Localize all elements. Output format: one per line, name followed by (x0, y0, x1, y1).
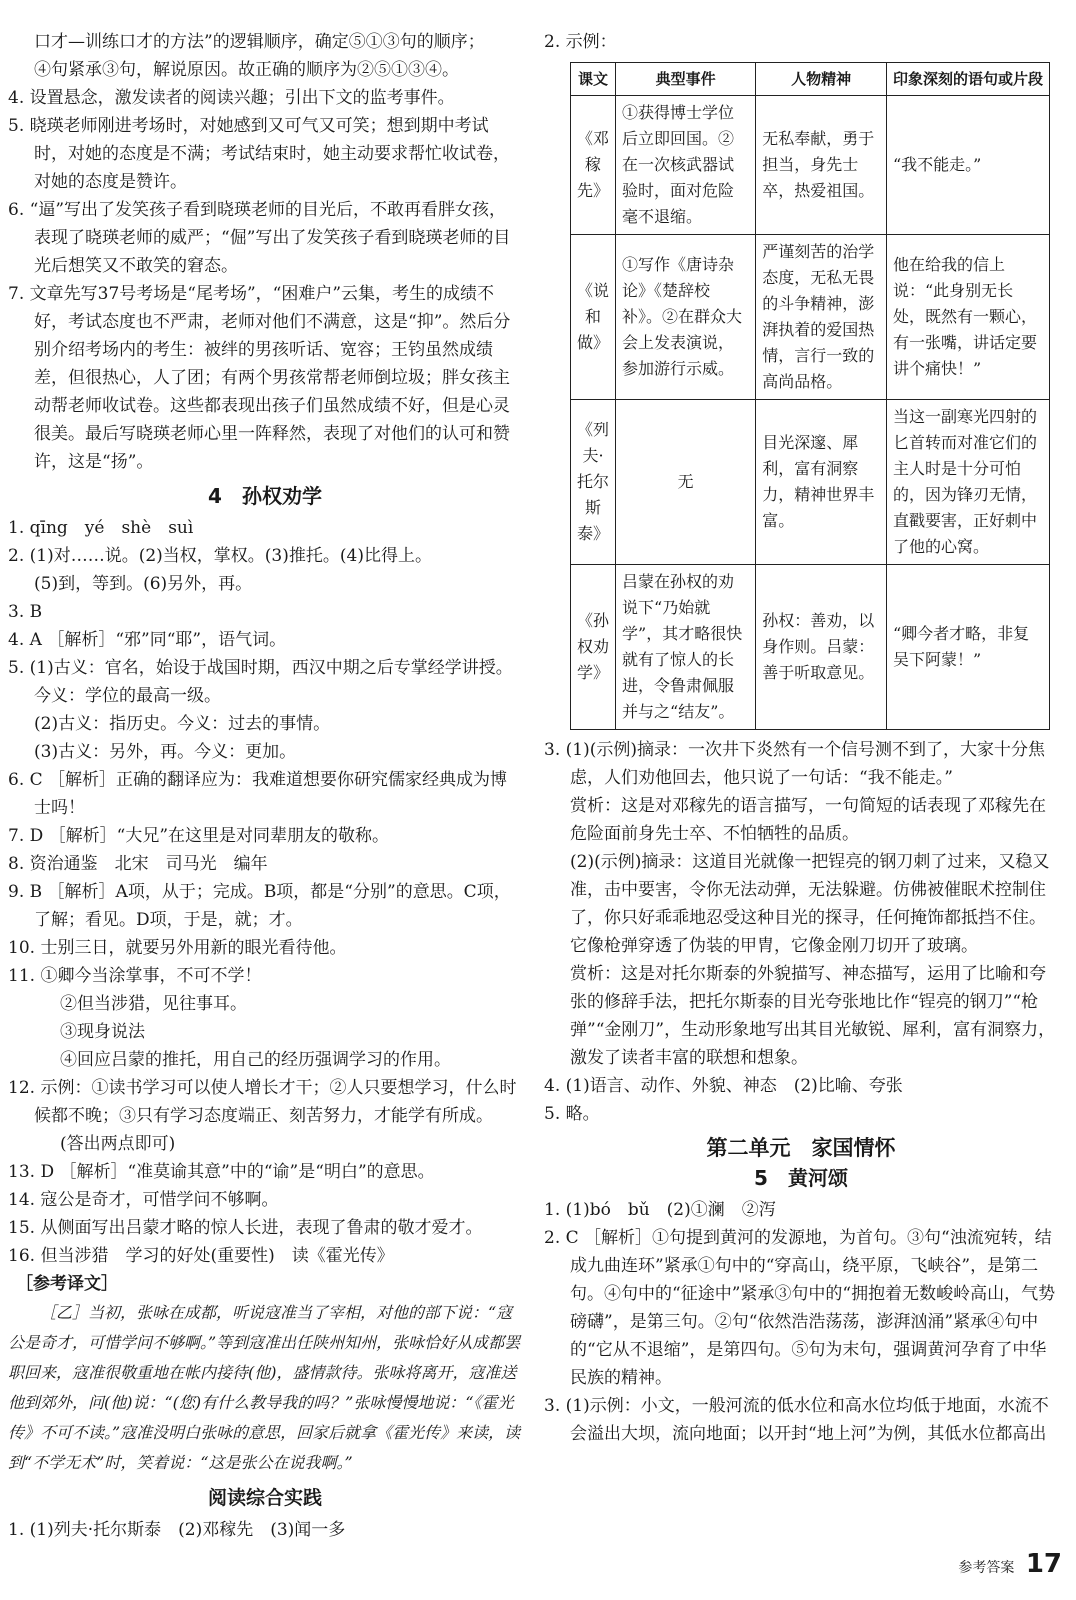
table-row (571, 565, 1050, 730)
footer-label: 参考答案 (958, 1560, 1015, 1576)
table-header-row (571, 63, 1050, 96)
table-header: 典型事件 (616, 63, 756, 96)
table-cell: 无私奉献，勇于担当，身先士卒，热爱祖国。 (756, 96, 887, 235)
right-column (544, 28, 1058, 1448)
table-row (571, 235, 1050, 400)
answer-item: 10. 士别三日，就要另外用新的眼光看待他。 (8, 938, 347, 958)
table-cell: 严谨刻苦的治学态度，无私无畏的斗争精神，澎湃执着的爱国热情，言行一致的高尚品格。 (756, 235, 887, 400)
answer-item: 1. (1)列夫·托尔斯泰 (2)邓稼先 (3)闻一多 (8, 1520, 346, 1540)
answer-item: 1. qīng yé shè suì (8, 518, 194, 538)
section-title: 5 黄河颂 (754, 1166, 848, 1190)
answer-item: 2. (1)对……说。(2)当权，掌权。(3)推托。(4)比得上。 (8, 546, 432, 566)
answer-subline: 赏析：这是对托尔斯泰的外貌描写、神态描写，运用了比喻和夸张的修辞手法，把托尔斯泰的目光夸张地比作“锃亮的钢刀”“枪弹”“金刚刀”，生动形象地写出其目光敏锐、犀利，富有洞察力，激发了读者丰富的联想和想象。 (570, 964, 1056, 1068)
table-cell: 他在给我的信上说：“此身别无长处，既然有一颗心，有一张嘴，讲话定要讲个痛快！” (887, 235, 1050, 400)
section-title: 4 孙权劝学 (208, 484, 322, 508)
page-footer (958, 1550, 1062, 1582)
answer-item: 3. (1)(示例)摘录：一次井下炎然有一个信号测不到了，大家十分焦虑，人们劝他回去，他只说了一句话：“我不能走。” (544, 740, 1045, 788)
answer-item: 15. 从侧面写出吕蒙才略的惊人长进，表现了鲁肃的敬才爱才。 (8, 1218, 483, 1238)
left-column (8, 28, 522, 1544)
table-cell: ①获得博士学位后立即回国。②在一次核武器试验时，面对危险毫不退缩。 (616, 96, 756, 235)
answer-item: 7. 文章先写37号考场是“尾考场”，“困难户”云集，考生的成绩不好，考试态度也不严肃，老师对他们不满意，这是“抑”。然后分别介绍考场内的考生：被绊的男孩听话、宽容；王钧虽然成绩差，但很热心，人了团；有两个男孩常帮老师倒垃圾；胖女孩主动帮老师收试卷。这些都表现出孩子们虽然成绩不好，但是心灵很美。最后写晓瑛老师心里一阵释然，表现了对他们的认可和赞许，这是“扬”。 (8, 284, 511, 472)
table-header: 课文 (571, 63, 616, 96)
answer-item: 5. 晓瑛老师刚进考场时，对她感到又可气又可笑；想到期中考试时，对她的态度是不满；考试结束时，她主动要求帮忙收试卷，对她的态度是赞许。 (8, 116, 510, 192)
table-row (571, 400, 1050, 565)
answer-item: 13. D ［解析］“准莫谕其意”中的“谕”是“明白”的意思。 (8, 1162, 435, 1182)
page-number: 17 (1025, 1549, 1062, 1579)
answer-item: 7. D ［解析］“大兄”在这里是对同辈朋友的敬称。 (8, 826, 390, 846)
answer-item: 6. C ［解析］正确的翻译应为：我难道想要你研究儒家经典成为博士吗！ (8, 770, 508, 818)
example-table (570, 62, 1050, 730)
answer-item: 5. 略。 (544, 1104, 600, 1124)
answer-item: 4. A ［解析］“邪”同“耶”，语气词。 (8, 630, 287, 650)
table-cell: 《说和做》 (571, 235, 616, 400)
reference-translation: ［乙］当初，张咏在成都，听说寇准当了宰相，对他的部下说：“寇公是奇才，可惜学问不够啊。”等到寇准出任陕州知州，张咏恰好从成都罢职回来，寇准很敬重地在帐内接待(他)，盛情款待。张咏将离开，寇准送他到郊外，问(他)说：“(您)有什么教导我的吗？”张咏慢慢地说：“《霍光传》不可不读。”寇准没明白张咏的意思，回家后就拿《霍光传》来读，读到“不学无术”时，笑着说：“这是张公在说我啊。” (8, 1303, 521, 1472)
answer-item: 11. ①卿今当涂掌事，不可不学！ (8, 966, 262, 986)
answer-subline: (2)(示例)摘录：这道目光就像一把锃亮的钢刀刺了过来，又稳又准，击中要害，令你无法动弹，无法躲避。仿佛被催眠术控制住了，你只好乖乖地忍受这种目光的探寻，任何掩饰都抵挡不住。它像枪弹穿透了伪装的甲胄，它像金刚刀切开了玻璃。 (570, 852, 1050, 956)
unit-title: 第二单元 家国情怀 (706, 1136, 896, 1160)
reference-translation-title: ［参考译文］ (16, 1274, 118, 1294)
table-row (571, 96, 1050, 235)
text-line: ④句紧承③句，解说原因。故正确的顺序为②⑤①③④。 (34, 60, 459, 80)
answer-item: 9. B ［解析］A项，从于；完成。B项，都是“分别”的意思。C项，了解；看见。D项，于是，就；才。 (8, 882, 511, 930)
answer-item: 6. “逼”写出了发笑孩子看到晓瑛老师的目光后，不敢再看胖女孩，表现了晓瑛老师的威严；“倔”写出了发笑孩子看到晓瑛老师的目光后想笑又不敢笑的窘态。 (8, 200, 511, 276)
answer-item: 1. (1)bó bǔ (2)①澜 ②泻 (544, 1200, 776, 1220)
answer-subline: ②但当涉猎，见往事耳。 (60, 994, 247, 1014)
table-cell: 目光深邃、犀利，富有洞察力，精神世界丰富。 (756, 400, 887, 565)
table-cell: 《孙权劝学》 (571, 565, 616, 730)
answer-subline: (3)古义：另外，再。今义：更加。 (34, 742, 297, 762)
table-cell: “卿今者才略，非复吴下阿蒙！” (887, 565, 1050, 730)
answer-item: 12. 示例：①读书学习可以使人增长才干；②人只要想学习，什么时候都不晚；③只有学习态度端正、刻苦努力，才能学有所成。 (8, 1078, 517, 1126)
answer-subline: 赏析：这是对邓稼先的语言描写，一句简短的话表现了邓稼先在危险面前身先士卒、不怕牺牲的品质。 (570, 796, 1046, 844)
table-cell: 孙权：善劝，以身作则。吕蒙：善于听取意见。 (756, 565, 887, 730)
answer-item: 8. 资治通鉴 北宋 司马光 编年 (8, 854, 268, 874)
answer-item: 2. C ［解析］①句提到黄河的发源地，为首句。③句“浊流宛转，结成九曲连环”紧承①句中的“穿高山，绕平原，飞峡谷”，是第二句。④句中的“征途中”紧承③句中的“拥抱着无数峻岭高山，气势磅礴”，是第三句。②句“依然浩浩荡荡，澎湃汹涌”紧承④句中的“它从不退缩”，是第四句。⑤句为末句，强调黄河孕育了中华民族的精神。 (544, 1228, 1056, 1388)
answer-item: 16. 但当涉猎 学习的好处(重要性) 读《霍光传》 (8, 1246, 394, 1266)
answers-group-a (8, 84, 522, 476)
table-cell: 《邓稼先》 (571, 96, 616, 235)
answer-item: 3. B (8, 602, 43, 622)
table-cell: 无 (616, 400, 756, 565)
answer-subline: (5)到，等到。(6)另外，再。 (34, 574, 253, 594)
answer-item: 2. 示例： (544, 32, 617, 52)
answer-subline: ③现身说法 (60, 1022, 145, 1042)
table-cell: 吕蒙在孙权的劝说下“乃始就学”，其才略很快就有了惊人的长进，令鲁肃佩服并与之“结友”。 (616, 565, 756, 730)
answer-subline: (答出两点即可) (60, 1134, 176, 1154)
table-header: 人物精神 (756, 63, 887, 96)
answer-item: 5. (1)古义：官名，始设于战国时期，西汉中期之后专掌经学讲授。今义：学位的最高一级。 (8, 658, 513, 706)
table-header: 印象深刻的语句或片段 (887, 63, 1050, 96)
answer-item: 3. (1)示例：小文，一般河流的低水位和高水位均低于地面，水流不会溢出大坝，流向地面；以开封“地上河”为例，其低水位都高出 (544, 1396, 1049, 1444)
answer-subline: ④回应吕蒙的推托，用自己的经历强调学习的作用。 (60, 1050, 451, 1070)
table-cell: 《列夫·托尔斯泰》 (571, 400, 616, 565)
answer-subline: (2)古义：指历史。今义：过去的事情。 (34, 714, 331, 734)
text-line: 口才—训练口才的方法”的逻辑顺序，确定⑤①③句的顺序； (34, 32, 485, 52)
table-cell: 当这一副寒光四射的匕首转而对准它们的主人时是十分可怕的，因为锋刃无情，直戳要害，正好刺中了他的心窝。 (887, 400, 1050, 565)
table-cell: ①写作《唐诗杂论》《楚辞校补》。②在群众大会上发表演说，参加游行示威。 (616, 235, 756, 400)
answer-item: 4. (1)语言、动作、外貌、神态 (2)比喻、夸张 (544, 1076, 903, 1096)
answer-item: 4. 设置悬念，激发读者的阅读兴趣；引出下文的监考事件。 (8, 88, 455, 108)
answer-item: 14. 寇公是奇才，可惜学问不够啊。 (8, 1190, 279, 1210)
section-title: 阅读综合实践 (207, 1487, 322, 1509)
table-cell: “我不能走。” (887, 96, 1050, 235)
